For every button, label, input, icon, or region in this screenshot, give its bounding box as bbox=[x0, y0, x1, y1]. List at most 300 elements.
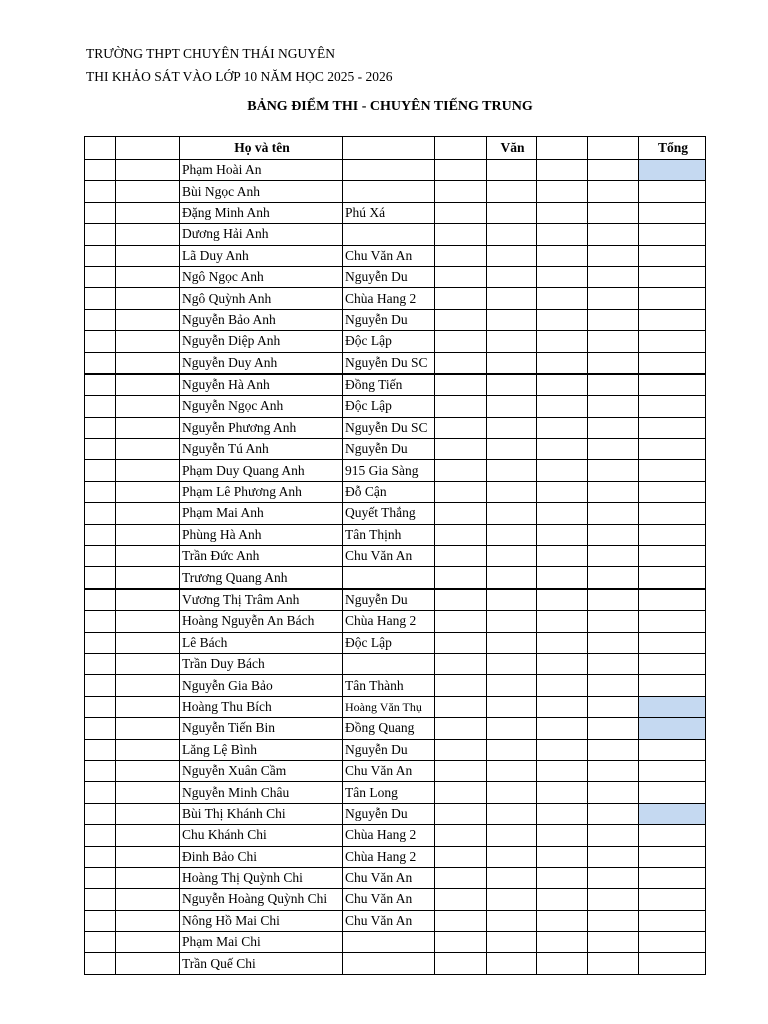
table-cell bbox=[435, 331, 487, 352]
student-name-cell: Lã Duy Anh bbox=[180, 245, 343, 266]
table-cell bbox=[588, 696, 639, 717]
table-cell bbox=[537, 611, 588, 632]
student-name-cell: Phạm Mai Chi bbox=[180, 932, 343, 953]
total-score-cell bbox=[639, 245, 706, 266]
literature-score-cell bbox=[487, 224, 537, 245]
table-row bbox=[85, 245, 706, 266]
table-cell bbox=[588, 439, 639, 460]
literature-score-cell bbox=[487, 846, 537, 867]
student-name-cell: Đặng Minh Anh bbox=[180, 202, 343, 223]
col-header-8 bbox=[588, 137, 639, 160]
table-row bbox=[85, 846, 706, 867]
table-cell bbox=[116, 803, 180, 824]
total-score-cell bbox=[639, 160, 706, 181]
score-table bbox=[84, 136, 706, 975]
table-row bbox=[85, 825, 706, 846]
total-score-cell bbox=[639, 932, 706, 953]
table-cell bbox=[85, 782, 116, 803]
table-cell bbox=[116, 846, 180, 867]
student-name-cell: Nguyễn Diệp Anh bbox=[180, 331, 343, 352]
literature-score-cell bbox=[487, 696, 537, 717]
table-cell bbox=[588, 910, 639, 931]
table-cell bbox=[85, 932, 116, 953]
table-row bbox=[85, 675, 706, 696]
total-score-cell bbox=[639, 331, 706, 352]
total-score-cell bbox=[639, 546, 706, 567]
col-header-literature: Văn bbox=[487, 137, 537, 160]
total-score-cell bbox=[639, 181, 706, 202]
student-name-cell: Lăng Lệ Bình bbox=[180, 739, 343, 760]
table-cell bbox=[588, 632, 639, 653]
school-cell bbox=[343, 653, 435, 674]
student-name-cell: Ngô Ngọc Anh bbox=[180, 266, 343, 287]
table-row bbox=[85, 460, 706, 481]
table-cell bbox=[85, 503, 116, 524]
table-cell bbox=[537, 503, 588, 524]
table-cell bbox=[85, 739, 116, 760]
table-row bbox=[85, 546, 706, 567]
total-score-cell bbox=[639, 739, 706, 760]
table-cell bbox=[85, 352, 116, 374]
table-cell bbox=[537, 160, 588, 181]
table-cell bbox=[116, 889, 180, 910]
table-cell bbox=[435, 589, 487, 611]
total-score-cell bbox=[639, 460, 706, 481]
table-cell bbox=[537, 245, 588, 266]
table-cell bbox=[588, 653, 639, 674]
table-cell bbox=[116, 266, 180, 287]
table-row bbox=[85, 439, 706, 460]
table-cell bbox=[435, 503, 487, 524]
school-cell: Độc Lập bbox=[343, 331, 435, 352]
literature-score-cell bbox=[487, 825, 537, 846]
table-cell bbox=[537, 567, 588, 589]
table-row bbox=[85, 396, 706, 417]
table-row bbox=[85, 611, 706, 632]
school-cell: Chùa Hang 2 bbox=[343, 846, 435, 867]
literature-score-cell bbox=[487, 782, 537, 803]
table-cell bbox=[588, 224, 639, 245]
table-cell bbox=[435, 653, 487, 674]
school-cell: Chu Văn An bbox=[343, 889, 435, 910]
table-row bbox=[85, 567, 706, 589]
table-cell bbox=[85, 481, 116, 502]
col-header-name: Họ và tên bbox=[180, 137, 343, 160]
table-cell bbox=[435, 309, 487, 330]
table-row bbox=[85, 910, 706, 931]
table-cell bbox=[85, 910, 116, 931]
school-cell: 915 Gia Sàng bbox=[343, 460, 435, 481]
table-cell bbox=[435, 481, 487, 502]
table-cell bbox=[435, 782, 487, 803]
table-cell bbox=[85, 589, 116, 611]
school-cell: Chùa Hang 2 bbox=[343, 825, 435, 846]
table-cell bbox=[537, 181, 588, 202]
table-cell bbox=[537, 374, 588, 396]
table-cell bbox=[85, 331, 116, 352]
table-cell bbox=[537, 589, 588, 611]
literature-score-cell bbox=[487, 288, 537, 309]
total-score-cell bbox=[639, 910, 706, 931]
table-cell bbox=[588, 181, 639, 202]
table-cell bbox=[85, 825, 116, 846]
table-cell bbox=[537, 439, 588, 460]
table-cell bbox=[116, 932, 180, 953]
table-cell bbox=[116, 309, 180, 330]
table-cell bbox=[537, 653, 588, 674]
table-cell bbox=[435, 567, 487, 589]
table-cell bbox=[588, 803, 639, 824]
table-cell bbox=[85, 439, 116, 460]
student-name-cell: Nông Hồ Mai Chi bbox=[180, 910, 343, 931]
literature-score-cell bbox=[487, 932, 537, 953]
table-cell bbox=[435, 889, 487, 910]
table-cell bbox=[588, 202, 639, 223]
table-row bbox=[85, 331, 706, 352]
school-cell: Chu Văn An bbox=[343, 910, 435, 931]
table-cell bbox=[85, 202, 116, 223]
exam-name: THI KHẢO SÁT VÀO LỚP 10 NĂM HỌC 2025 - 2026 bbox=[86, 69, 393, 84]
school-cell: Độc Lập bbox=[343, 396, 435, 417]
table-cell bbox=[85, 181, 116, 202]
literature-score-cell bbox=[487, 417, 537, 438]
table-row bbox=[85, 718, 706, 739]
literature-score-cell bbox=[487, 374, 537, 396]
total-score-cell bbox=[639, 524, 706, 545]
table-cell bbox=[116, 825, 180, 846]
table-cell bbox=[588, 288, 639, 309]
school-cell bbox=[343, 181, 435, 202]
school-cell: Chu Văn An bbox=[343, 760, 435, 781]
total-score-cell bbox=[639, 632, 706, 653]
student-name-cell: Vương Thị Trâm Anh bbox=[180, 589, 343, 611]
table-cell bbox=[116, 567, 180, 589]
table-row bbox=[85, 288, 706, 309]
table-cell bbox=[116, 439, 180, 460]
table-cell bbox=[588, 932, 639, 953]
table-cell bbox=[85, 245, 116, 266]
table-cell bbox=[537, 803, 588, 824]
table-cell bbox=[588, 374, 639, 396]
table-row bbox=[85, 739, 706, 760]
table-cell bbox=[435, 352, 487, 374]
student-name-cell: Trần Đức Anh bbox=[180, 546, 343, 567]
school-cell: Nguyễn Du bbox=[343, 309, 435, 330]
table-cell bbox=[435, 374, 487, 396]
table-row bbox=[85, 181, 706, 202]
total-score-cell bbox=[639, 288, 706, 309]
table-cell bbox=[116, 653, 180, 674]
table-cell bbox=[537, 481, 588, 502]
table-cell bbox=[588, 245, 639, 266]
table-cell bbox=[85, 653, 116, 674]
literature-score-cell bbox=[487, 910, 537, 931]
table-cell bbox=[537, 910, 588, 931]
table-cell bbox=[537, 867, 588, 888]
table-cell bbox=[588, 567, 639, 589]
table-cell bbox=[85, 675, 116, 696]
student-name-cell: Nguyễn Bảo Anh bbox=[180, 309, 343, 330]
literature-score-cell bbox=[487, 632, 537, 653]
total-score-cell bbox=[639, 782, 706, 803]
table-cell bbox=[85, 611, 116, 632]
table-cell bbox=[537, 417, 588, 438]
table-cell bbox=[116, 867, 180, 888]
school-cell: Quyết Thắng bbox=[343, 503, 435, 524]
table-cell bbox=[537, 288, 588, 309]
table-cell bbox=[435, 245, 487, 266]
table-cell bbox=[588, 266, 639, 287]
table-cell bbox=[435, 288, 487, 309]
table-row bbox=[85, 932, 706, 953]
table-cell bbox=[116, 288, 180, 309]
table-cell bbox=[435, 846, 487, 867]
student-name-cell: Nguyễn Tiến Bin bbox=[180, 718, 343, 739]
literature-score-cell bbox=[487, 396, 537, 417]
student-name-cell: Đinh Bảo Chi bbox=[180, 846, 343, 867]
table-cell bbox=[435, 611, 487, 632]
student-name-cell: Nguyễn Minh Châu bbox=[180, 782, 343, 803]
table-cell bbox=[588, 953, 639, 974]
student-name-cell: Bùi Ngọc Anh bbox=[180, 181, 343, 202]
total-score-cell bbox=[639, 439, 706, 460]
total-score-cell bbox=[639, 718, 706, 739]
table-cell bbox=[435, 718, 487, 739]
table-cell bbox=[435, 460, 487, 481]
student-name-cell: Ngô Quỳnh Anh bbox=[180, 288, 343, 309]
table-cell bbox=[537, 932, 588, 953]
table-cell bbox=[537, 696, 588, 717]
col-header-total: Tổng bbox=[639, 137, 706, 160]
student-name-cell: Phạm Hoài An bbox=[180, 160, 343, 181]
school-cell: Chu Văn An bbox=[343, 546, 435, 567]
school-cell: Chu Văn An bbox=[343, 867, 435, 888]
literature-score-cell bbox=[487, 460, 537, 481]
table-row bbox=[85, 889, 706, 910]
table-cell bbox=[537, 460, 588, 481]
table-cell bbox=[537, 224, 588, 245]
table-cell bbox=[588, 846, 639, 867]
table-cell bbox=[116, 718, 180, 739]
table-row bbox=[85, 160, 706, 181]
school-cell bbox=[343, 953, 435, 974]
student-name-cell: Nguyễn Ngọc Anh bbox=[180, 396, 343, 417]
table-cell bbox=[537, 524, 588, 545]
table-cell bbox=[537, 825, 588, 846]
table-cell bbox=[435, 696, 487, 717]
table-body bbox=[85, 160, 706, 975]
literature-score-cell bbox=[487, 611, 537, 632]
table-cell bbox=[588, 825, 639, 846]
total-score-cell bbox=[639, 266, 706, 287]
table-cell bbox=[588, 718, 639, 739]
table-cell bbox=[116, 546, 180, 567]
table-cell bbox=[588, 160, 639, 181]
student-name-cell: Dương Hải Anh bbox=[180, 224, 343, 245]
literature-score-cell bbox=[487, 524, 537, 545]
table-cell bbox=[537, 760, 588, 781]
table-cell bbox=[116, 481, 180, 502]
literature-score-cell bbox=[487, 266, 537, 287]
total-score-cell bbox=[639, 202, 706, 223]
school-cell: Tân Long bbox=[343, 782, 435, 803]
table-cell bbox=[588, 396, 639, 417]
table-cell bbox=[588, 782, 639, 803]
literature-score-cell bbox=[487, 718, 537, 739]
school-cell: Tân Thịnh bbox=[343, 524, 435, 545]
literature-score-cell bbox=[487, 675, 537, 696]
table-cell bbox=[435, 910, 487, 931]
table-cell bbox=[85, 224, 116, 245]
table-cell bbox=[116, 331, 180, 352]
table-cell bbox=[537, 331, 588, 352]
table-row bbox=[85, 352, 706, 374]
table-cell bbox=[85, 718, 116, 739]
table-row bbox=[85, 760, 706, 781]
table-row bbox=[85, 867, 706, 888]
school-cell bbox=[343, 224, 435, 245]
total-score-cell bbox=[639, 953, 706, 974]
student-name-cell: Bùi Thị Khánh Chi bbox=[180, 803, 343, 824]
table-cell bbox=[537, 739, 588, 760]
page-title: BẢNG ĐIỂM THI - CHUYÊN TIẾNG TRUNG bbox=[247, 99, 533, 114]
table-cell bbox=[588, 481, 639, 502]
student-name-cell: Trần Quế Chi bbox=[180, 953, 343, 974]
table-cell bbox=[435, 867, 487, 888]
table-cell bbox=[116, 460, 180, 481]
literature-score-cell bbox=[487, 739, 537, 760]
literature-score-cell bbox=[487, 803, 537, 824]
table-cell bbox=[588, 503, 639, 524]
col-header-5 bbox=[435, 137, 487, 160]
school-cell bbox=[343, 932, 435, 953]
table-cell bbox=[116, 632, 180, 653]
school-cell: Chùa Hang 2 bbox=[343, 611, 435, 632]
table-row bbox=[85, 953, 706, 974]
table-cell bbox=[435, 760, 487, 781]
school-cell: Nguyễn Du bbox=[343, 739, 435, 760]
student-name-cell: Nguyễn Hoàng Quỳnh Chi bbox=[180, 889, 343, 910]
table-cell bbox=[537, 889, 588, 910]
total-score-cell bbox=[639, 567, 706, 589]
literature-score-cell bbox=[487, 546, 537, 567]
table-cell bbox=[588, 460, 639, 481]
school-cell: Tân Thành bbox=[343, 675, 435, 696]
table-cell bbox=[85, 288, 116, 309]
school-cell: Đồng Tiến bbox=[343, 374, 435, 396]
literature-score-cell bbox=[487, 202, 537, 223]
table-row bbox=[85, 374, 706, 396]
table-cell bbox=[588, 309, 639, 330]
literature-score-cell bbox=[487, 245, 537, 266]
table-cell bbox=[537, 546, 588, 567]
table-cell bbox=[435, 632, 487, 653]
literature-score-cell bbox=[487, 567, 537, 589]
total-score-cell bbox=[639, 803, 706, 824]
literature-score-cell bbox=[487, 352, 537, 374]
table-row bbox=[85, 696, 706, 717]
table-cell bbox=[588, 524, 639, 545]
table-cell bbox=[116, 782, 180, 803]
total-score-cell bbox=[639, 589, 706, 611]
student-name-cell: Phạm Duy Quang Anh bbox=[180, 460, 343, 481]
school-cell: Đỗ Cận bbox=[343, 481, 435, 502]
table-row bbox=[85, 653, 706, 674]
table-cell bbox=[537, 309, 588, 330]
table-cell bbox=[116, 953, 180, 974]
table-cell bbox=[588, 331, 639, 352]
table-cell bbox=[116, 245, 180, 266]
table-cell bbox=[588, 675, 639, 696]
total-score-cell bbox=[639, 224, 706, 245]
table-cell bbox=[85, 803, 116, 824]
total-score-cell bbox=[639, 653, 706, 674]
col-header-4 bbox=[343, 137, 435, 160]
table-cell bbox=[435, 160, 487, 181]
school-cell: Đồng Quang bbox=[343, 718, 435, 739]
literature-score-cell bbox=[487, 653, 537, 674]
student-name-cell: Lê Bách bbox=[180, 632, 343, 653]
student-name-cell: Nguyễn Phương Anh bbox=[180, 417, 343, 438]
table-row bbox=[85, 417, 706, 438]
table-row bbox=[85, 782, 706, 803]
total-score-cell bbox=[639, 696, 706, 717]
student-name-cell: Hoàng Thị Quỳnh Chi bbox=[180, 867, 343, 888]
student-name-cell: Phùng Hà Anh bbox=[180, 524, 343, 545]
school-cell: Nguyễn Du SC bbox=[343, 417, 435, 438]
literature-score-cell bbox=[487, 867, 537, 888]
col-header-2 bbox=[116, 137, 180, 160]
literature-score-cell bbox=[487, 481, 537, 502]
table-cell bbox=[85, 889, 116, 910]
table-row bbox=[85, 524, 706, 545]
student-name-cell: Hoàng Thu Bích bbox=[180, 696, 343, 717]
table-cell bbox=[85, 460, 116, 481]
student-name-cell: Hoàng Nguyễn An Bách bbox=[180, 611, 343, 632]
literature-score-cell bbox=[487, 889, 537, 910]
table-cell bbox=[85, 867, 116, 888]
table-cell bbox=[537, 675, 588, 696]
student-name-cell: Nguyễn Tú Anh bbox=[180, 439, 343, 460]
table-cell bbox=[588, 417, 639, 438]
table-cell bbox=[435, 224, 487, 245]
school-cell: Nguyễn Du bbox=[343, 803, 435, 824]
col-header-1 bbox=[85, 137, 116, 160]
student-name-cell: Nguyễn Xuân Cầm bbox=[180, 760, 343, 781]
student-name-cell: Trương Quang Anh bbox=[180, 567, 343, 589]
table-cell bbox=[435, 739, 487, 760]
table-cell bbox=[85, 760, 116, 781]
literature-score-cell bbox=[487, 503, 537, 524]
table-cell bbox=[85, 309, 116, 330]
table-cell bbox=[116, 589, 180, 611]
table-cell bbox=[116, 696, 180, 717]
table-cell bbox=[537, 266, 588, 287]
total-score-cell bbox=[639, 675, 706, 696]
literature-score-cell bbox=[487, 760, 537, 781]
table-cell bbox=[537, 632, 588, 653]
student-name-cell: Phạm Lê Phương Anh bbox=[180, 481, 343, 502]
table-cell bbox=[537, 953, 588, 974]
total-score-cell bbox=[639, 352, 706, 374]
total-score-cell bbox=[639, 481, 706, 502]
table-cell bbox=[85, 567, 116, 589]
school-cell: Chùa Hang 2 bbox=[343, 288, 435, 309]
table-cell bbox=[116, 910, 180, 931]
table-cell bbox=[116, 524, 180, 545]
table-cell bbox=[537, 782, 588, 803]
school-cell: Nguyễn Du bbox=[343, 589, 435, 611]
